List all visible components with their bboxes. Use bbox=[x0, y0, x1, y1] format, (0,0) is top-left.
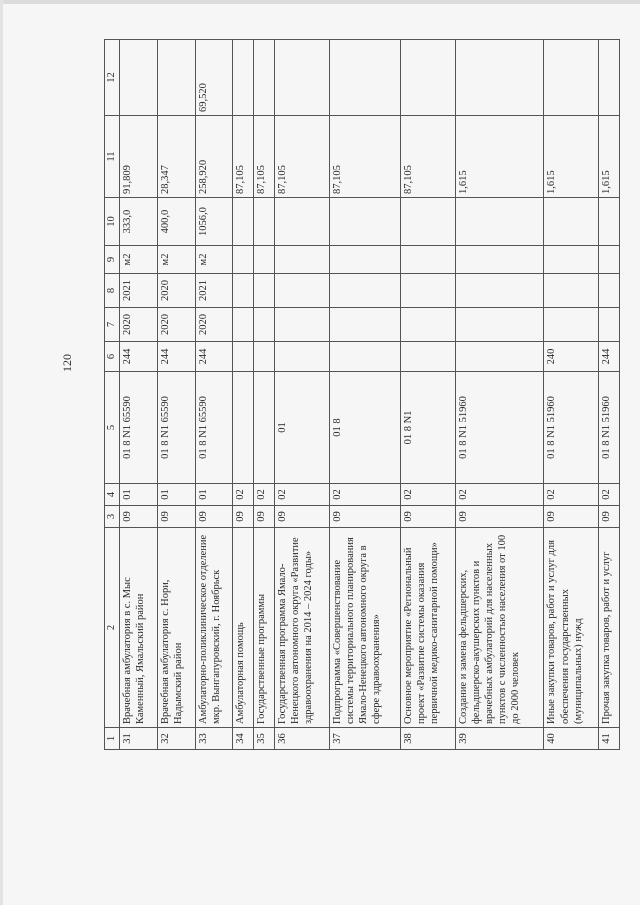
amount-next-year-cell bbox=[157, 40, 195, 116]
row-number-cell: 40 bbox=[544, 728, 599, 750]
row-number-cell: 35 bbox=[254, 728, 275, 750]
end-year-cell bbox=[254, 274, 275, 308]
item-name-cell: Основное мероприятие «Региональный проект «Развитие системы оказания первичной медико-санитарной помощи» bbox=[401, 528, 456, 728]
target-article-code-cell: 01 8 N1 65590 bbox=[195, 372, 233, 484]
item-name-cell: Амбулаторно-поликлиническое отделение мкр. Вынгапуровский, г. Ноябрьск bbox=[195, 528, 233, 728]
table-row bbox=[455, 40, 544, 750]
start-year-cell: 2020 bbox=[120, 308, 158, 342]
amount-next-year-cell bbox=[120, 40, 158, 116]
table-row bbox=[157, 40, 195, 750]
subsection-code-cell: 02 bbox=[233, 484, 254, 506]
header-cell: 3 bbox=[105, 506, 120, 528]
expense-type-code-cell bbox=[329, 342, 401, 372]
end-year-cell: 2021 bbox=[120, 274, 158, 308]
table-row bbox=[329, 40, 401, 750]
start-year-cell: 2020 bbox=[157, 308, 195, 342]
expense-type-code-cell: 244 bbox=[195, 342, 233, 372]
unit-cell bbox=[455, 246, 544, 274]
header-row bbox=[105, 40, 120, 750]
item-name-cell: Прочая закупка товаров, работ и услуг bbox=[599, 528, 620, 728]
unit-cell bbox=[233, 246, 254, 274]
end-year-cell bbox=[233, 274, 254, 308]
header-cell: 5 bbox=[105, 372, 120, 484]
start-year-cell bbox=[329, 308, 401, 342]
expense-type-code-cell: 244 bbox=[157, 342, 195, 372]
target-article-code-cell bbox=[254, 372, 275, 484]
target-article-code-cell bbox=[233, 372, 254, 484]
row-number-cell: 32 bbox=[157, 728, 195, 750]
target-article-code-cell: 01 8 N1 65590 bbox=[120, 372, 158, 484]
target-article-code-cell: 01 8 bbox=[329, 372, 401, 484]
table-row bbox=[401, 40, 456, 750]
item-name-cell: Создание и замена фельдшерских, фельдшерско-акушерских пунктов и врачебных амбулаторий для населенных пунктов с численностью населения от 100 до 2000 человек bbox=[455, 528, 544, 728]
section-code-cell: 09 bbox=[233, 506, 254, 528]
subsection-code-cell: 02 bbox=[401, 484, 456, 506]
header-cell: 2 bbox=[105, 528, 120, 728]
start-year-cell bbox=[599, 308, 620, 342]
capacity-cell bbox=[455, 198, 544, 246]
section-code-cell: 09 bbox=[120, 506, 158, 528]
amount-cell: 1,615 bbox=[544, 116, 599, 198]
amount-next-year-cell bbox=[599, 40, 620, 116]
amount-next-year-cell bbox=[329, 40, 401, 116]
amount-cell: 1,615 bbox=[599, 116, 620, 198]
amount-next-year-cell bbox=[274, 40, 329, 116]
capacity-cell bbox=[401, 198, 456, 246]
table-row bbox=[254, 40, 275, 750]
row-number-cell: 34 bbox=[233, 728, 254, 750]
amount-cell: 87,105 bbox=[233, 116, 254, 198]
amount-cell: 258,920 bbox=[195, 116, 233, 198]
header-cell: 9 bbox=[105, 246, 120, 274]
item-name-cell: Врачебная амбулатория с. Нори, Надымский район bbox=[157, 528, 195, 728]
amount-cell: 87,105 bbox=[254, 116, 275, 198]
subsection-code-cell: 02 bbox=[329, 484, 401, 506]
table-body bbox=[120, 40, 620, 750]
amount-next-year-cell: 69,520 bbox=[195, 40, 233, 116]
header-cell: 8 bbox=[105, 274, 120, 308]
end-year-cell bbox=[274, 274, 329, 308]
unit-cell bbox=[254, 246, 275, 274]
section-code-cell: 09 bbox=[599, 506, 620, 528]
capacity-cell: 400,0 bbox=[157, 198, 195, 246]
capacity-cell bbox=[233, 198, 254, 246]
section-code-cell: 09 bbox=[274, 506, 329, 528]
start-year-cell bbox=[254, 308, 275, 342]
item-name-cell: Врачебная амбулатория в с. Мыс Каменный, Ямальский район bbox=[120, 528, 158, 728]
header-cell: 4 bbox=[105, 484, 120, 506]
row-number-cell: 33 bbox=[195, 728, 233, 750]
expense-type-code-cell bbox=[254, 342, 275, 372]
target-article-code-cell: 01 8 N1 51960 bbox=[599, 372, 620, 484]
start-year-cell bbox=[233, 308, 254, 342]
target-article-code-cell: 01 8 N1 51960 bbox=[544, 372, 599, 484]
unit-cell bbox=[599, 246, 620, 274]
expense-type-code-cell bbox=[455, 342, 544, 372]
section-code-cell: 09 bbox=[157, 506, 195, 528]
unit-cell bbox=[329, 246, 401, 274]
end-year-cell bbox=[401, 274, 456, 308]
amount-cell: 91,809 bbox=[120, 116, 158, 198]
subsection-code-cell: 01 bbox=[120, 484, 158, 506]
header-cell: 6 bbox=[105, 342, 120, 372]
capacity-cell: 1056,0 bbox=[195, 198, 233, 246]
section-code-cell: 09 bbox=[401, 506, 456, 528]
scan-edge-left bbox=[0, 0, 3, 905]
start-year-cell: 2020 bbox=[195, 308, 233, 342]
item-name-cell: Подпрограмма «Совершенствование системы территориального планирования Ямало-Ненецкого автономного округа в сфере здравоохранения» bbox=[329, 528, 401, 728]
item-name-cell: Государственная программа Ямало-Ненецкого автономного округа «Развитие здравоохранения на 2014 – 2024 годы» bbox=[274, 528, 329, 728]
item-name-cell: Амбулаторная помощь bbox=[233, 528, 254, 728]
amount-next-year-cell bbox=[401, 40, 456, 116]
start-year-cell bbox=[544, 308, 599, 342]
subsection-code-cell: 01 bbox=[195, 484, 233, 506]
row-number-cell: 31 bbox=[120, 728, 158, 750]
amount-cell: 87,105 bbox=[274, 116, 329, 198]
unit-cell: м2 bbox=[157, 246, 195, 274]
end-year-cell bbox=[599, 274, 620, 308]
section-code-cell: 09 bbox=[455, 506, 544, 528]
header-cell: 11 bbox=[105, 116, 120, 198]
start-year-cell bbox=[455, 308, 544, 342]
capacity-cell bbox=[544, 198, 599, 246]
section-code-cell: 09 bbox=[195, 506, 233, 528]
amount-next-year-cell bbox=[233, 40, 254, 116]
table-row bbox=[120, 40, 158, 750]
table-row bbox=[599, 40, 620, 750]
amount-next-year-cell bbox=[455, 40, 544, 116]
row-number-cell: 36 bbox=[274, 728, 329, 750]
start-year-cell bbox=[274, 308, 329, 342]
header-cell: 7 bbox=[105, 308, 120, 342]
target-article-code-cell: 01 8 N1 bbox=[401, 372, 456, 484]
capacity-cell bbox=[254, 198, 275, 246]
table-row bbox=[544, 40, 599, 750]
end-year-cell: 2020 bbox=[157, 274, 195, 308]
expense-type-code-cell bbox=[233, 342, 254, 372]
capacity-cell: 333,0 bbox=[120, 198, 158, 246]
target-article-code-cell: 01 8 N1 65590 bbox=[157, 372, 195, 484]
amount-cell: 87,105 bbox=[329, 116, 401, 198]
header-cell: 12 bbox=[105, 40, 120, 116]
item-name-cell: Государственные программы bbox=[254, 528, 275, 728]
unit-cell bbox=[544, 246, 599, 274]
expense-type-code-cell bbox=[401, 342, 456, 372]
table-row bbox=[233, 40, 254, 750]
end-year-cell bbox=[544, 274, 599, 308]
end-year-cell bbox=[329, 274, 401, 308]
amount-next-year-cell bbox=[544, 40, 599, 116]
subsection-code-cell: 02 bbox=[544, 484, 599, 506]
subsection-code-cell: 02 bbox=[254, 484, 275, 506]
subsection-code-cell: 02 bbox=[455, 484, 544, 506]
table-row bbox=[195, 40, 233, 750]
row-number-cell: 41 bbox=[599, 728, 620, 750]
row-number-cell: 37 bbox=[329, 728, 401, 750]
capacity-cell bbox=[599, 198, 620, 246]
amount-next-year-cell bbox=[254, 40, 275, 116]
end-year-cell: 2021 bbox=[195, 274, 233, 308]
unit-cell bbox=[274, 246, 329, 274]
section-code-cell: 09 bbox=[544, 506, 599, 528]
start-year-cell bbox=[401, 308, 456, 342]
header-cell: 10 bbox=[105, 198, 120, 246]
rotated-table-container bbox=[104, 40, 620, 750]
subsection-code-cell: 02 bbox=[599, 484, 620, 506]
scan-edge-top bbox=[0, 0, 640, 4]
expense-type-code-cell: 244 bbox=[120, 342, 158, 372]
row-number-cell: 39 bbox=[455, 728, 544, 750]
row-number-cell: 38 bbox=[401, 728, 456, 750]
capacity-cell bbox=[329, 198, 401, 246]
amount-cell: 28,347 bbox=[157, 116, 195, 198]
amount-cell: 87,105 bbox=[401, 116, 456, 198]
header-cell: 1 bbox=[105, 728, 120, 750]
section-code-cell: 09 bbox=[329, 506, 401, 528]
target-article-code-cell: 01 bbox=[274, 372, 329, 484]
unit-cell: м2 bbox=[195, 246, 233, 274]
expense-type-code-cell: 244 bbox=[599, 342, 620, 372]
page-number: 120 bbox=[60, 354, 74, 372]
subsection-code-cell: 01 bbox=[157, 484, 195, 506]
expense-type-code-cell bbox=[274, 342, 329, 372]
capacity-cell bbox=[274, 198, 329, 246]
budget-table bbox=[104, 39, 620, 750]
unit-cell: м2 bbox=[120, 246, 158, 274]
amount-cell: 1,615 bbox=[455, 116, 544, 198]
end-year-cell bbox=[455, 274, 544, 308]
section-code-cell: 09 bbox=[254, 506, 275, 528]
item-name-cell: Иные закупки товаров, работ и услуг для обеспечения государственных (муниципальных) нужд bbox=[544, 528, 599, 728]
table-row bbox=[274, 40, 329, 750]
target-article-code-cell: 01 8 N1 51960 bbox=[455, 372, 544, 484]
unit-cell bbox=[401, 246, 456, 274]
expense-type-code-cell: 240 bbox=[544, 342, 599, 372]
subsection-code-cell: 02 bbox=[274, 484, 329, 506]
